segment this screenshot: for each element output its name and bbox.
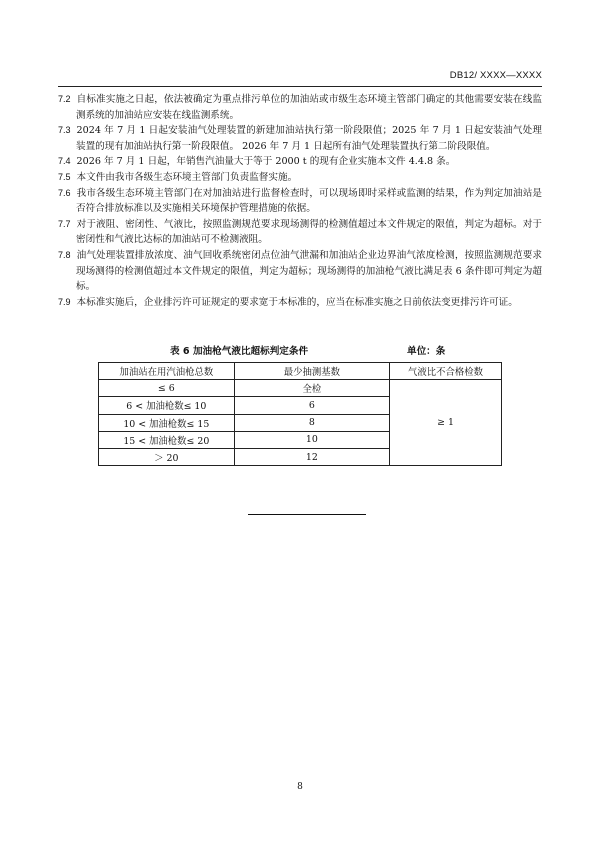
paragraph-7-5 (58, 170, 542, 186)
clause-text: 自标准实施之日起，依法被确定为重点排污单位的加油站或市级生态环境主管部门确定的其他需要安装在线监测系统的加油站应安装在线监测系统。 (76, 94, 542, 121)
page-number: 8 (297, 782, 303, 792)
cell-min-sample: 10 (234, 431, 389, 448)
table-caption (170, 343, 450, 357)
clause-text: 2026 年 7 月 1 日起，年销售汽油量大于等于 2000 t 的现有企业实施本文件 4.4.8 条。 (76, 156, 456, 168)
header-min-sample: 最少抽测基数 (234, 363, 389, 380)
clause-text: 本文件由我市各级生态环境主管部门负责监督实施。 (76, 171, 298, 183)
paragraph-7-4 (58, 154, 542, 170)
paragraph-7-6 (58, 186, 542, 217)
cell-min-sample: 12 (234, 448, 389, 465)
paragraph-7-3 (58, 123, 542, 154)
clause-number: 7.4 (58, 156, 71, 167)
clause-text: 我市各级生态环境主管部门在对加油站进行监督检查时，可以现场即时采样或监测的结果，作为判定加油站是否符合排放标准以及实施相关环境保护管理措施的依据。 (76, 187, 542, 215)
clause-number: 7.3 (58, 125, 71, 136)
table-header-row (99, 363, 502, 380)
cell-range: 10 < 加油枪数≤ 15 (99, 414, 235, 431)
clause-text: 2024 年 7 月 1 日起安装油气处理装置的新建加油站执行第一阶段限值；2025 年 7 月 1 日起安装油气处理装置的现有加油站执行第一阶段限值。 2026 年 7 月 1 日起所有油气处理装置执行第二阶段限值。 (76, 125, 542, 152)
clause-text: 本标准实施后，企业排污许可证规定的要求宽于本标准的，应当在标准实施之日前依法变更排污许可证。 (76, 296, 518, 308)
table-row (99, 380, 502, 397)
cell-fail-count: ≥ 1 (390, 380, 502, 466)
clause-number: 7.8 (58, 249, 71, 260)
body-text (58, 92, 542, 310)
cell-range: 15 < 加油枪数≤ 20 (99, 431, 235, 448)
end-rule (248, 514, 366, 515)
clause-number: 7.6 (58, 187, 71, 198)
paragraph-7-9 (58, 295, 542, 311)
cell-range: ＞ 20 (99, 448, 235, 465)
paragraph-7-2 (58, 92, 542, 123)
cell-min-sample: 全检 (234, 380, 389, 397)
document-code: DB12/ XXXX—XXXX (449, 70, 542, 81)
cell-min-sample: 8 (234, 414, 389, 431)
cell-min-sample: 6 (234, 397, 389, 414)
cell-range: ≤ 6 (99, 380, 235, 397)
clause-number: 7.9 (58, 296, 71, 307)
table-unit: 单位：条 (407, 346, 446, 357)
header-rule (58, 86, 542, 87)
paragraph-7-7 (58, 217, 542, 248)
clause-number: 7.2 (58, 94, 71, 104)
clause-number: 7.5 (58, 171, 71, 182)
header-fail-count: 气液比不合格检数 (390, 363, 502, 380)
clause-number: 7.7 (58, 218, 71, 229)
judgment-table (98, 362, 502, 466)
table-title: 表 6 加油枪气液比超标判定条件 (170, 346, 309, 357)
clause-text: 对于液阻、密闭性、气液比，按照监测规范要求现场测得的检测值超过本文件规定的限值，判定为超标。对于密闭性和气液比达标的加油站可不检测液阻。 (76, 218, 542, 246)
clause-text: 油气处理装置排放浓度、油气回收系统密闭点位油气泄漏和加油站企业边界油气浓度检测，按照监测规范要求现场测得的检测值超过本文件规定的限值，判定为超标；现场测得的加油枪气液比满足表 6 条件即可判定为超标。 (76, 249, 542, 293)
cell-range: 6 < 加油枪数≤ 10 (99, 397, 235, 414)
header-total-guns: 加油站在用汽油枪总数 (99, 363, 235, 380)
paragraph-7-8 (58, 248, 542, 295)
